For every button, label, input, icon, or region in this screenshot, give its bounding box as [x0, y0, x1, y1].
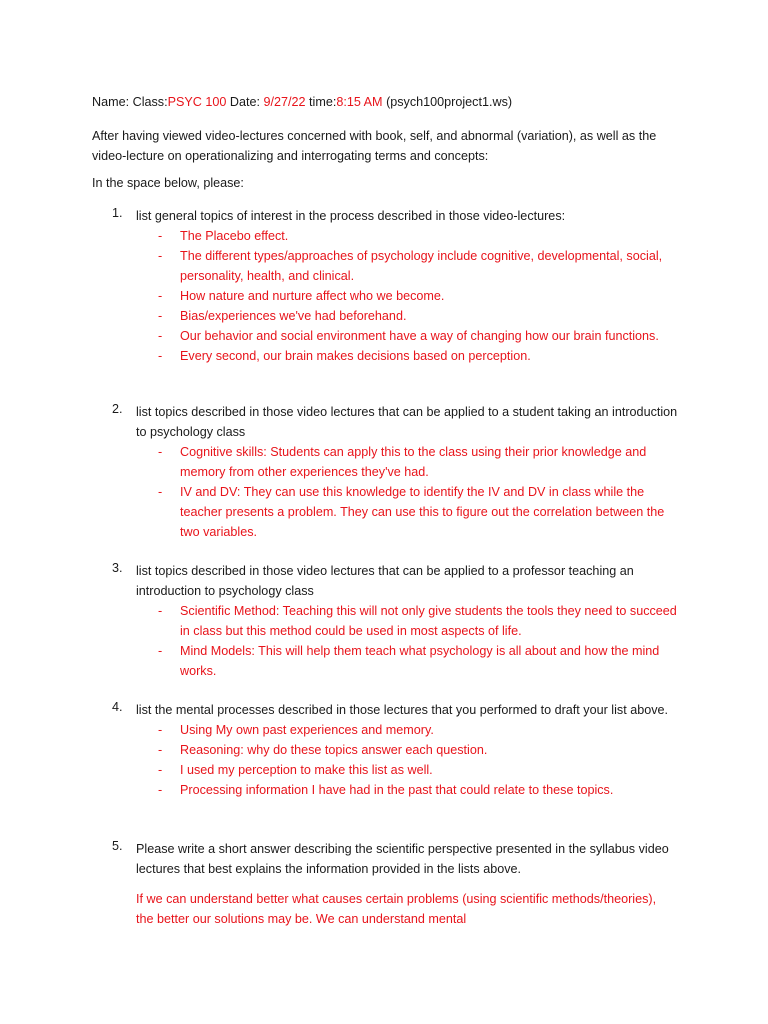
answer-item: - How nature and nurture affect who we become. [158, 289, 445, 303]
question-number: 2. [112, 402, 123, 416]
question-text: list topics described in those video lectures that can be applied to a student taking an introduction to psychology class [136, 405, 678, 439]
answer-item: - Cognitive skills: Students can apply this to the class using their prior knowledge and memory from other experiences they've had. [158, 445, 647, 479]
filename: (psych100project1.ws) [386, 95, 513, 109]
question-item [112, 561, 682, 681]
answer-item: - Bias/experiences we've had beforehand. [158, 309, 407, 323]
time-label: time: [309, 95, 337, 109]
header-line [92, 95, 512, 109]
short-answer-paragraph: If we can understand better what causes certain problems (using scientific methods/theories), the better our solutions may be. We can understand mental [136, 892, 657, 926]
answer-item: - IV and DV: They can use this knowledge to identify the IV and DV in class while the teacher presents a problem. They can use this to figure out the correlation between the two variables. [158, 485, 665, 539]
question-item [112, 839, 682, 879]
answer-list [136, 226, 682, 366]
question-text: list general topics of interest in the process described in those video-lectures: [136, 209, 566, 223]
question-text: list the mental processes described in those lectures that you performed to draft your list above. [136, 703, 669, 717]
answer-item: - The Placebo effect. [158, 229, 289, 243]
question-number: 3. [112, 561, 123, 575]
answer-item: - Using My own past experiences and memory. [158, 723, 434, 737]
answer-item: - Processing information I have had in the past that could relate to these topics. [158, 783, 614, 797]
answer-item: - The different types/approaches of psychology include cognitive, developmental, social, personality, health, and clinical. [158, 249, 663, 283]
date-value: 9/27/22 [263, 95, 306, 109]
answer-item: - Reasoning: why do these topics answer each question. [158, 743, 488, 757]
answer-list [136, 720, 682, 800]
question-number: 1. [112, 206, 123, 220]
answer-item: - Every second, our brain makes decisions based on perception. [158, 349, 531, 363]
answer-list [136, 601, 682, 681]
prompt-line: In the space below, please: [92, 176, 244, 190]
answer-list [136, 442, 682, 542]
answer-item: - Scientific Method: Teaching this will not only give students the tools they need to succeed in class but this method could be used in most aspects of life. [158, 604, 677, 638]
date-label: Date: [229, 95, 261, 109]
question-text: list topics described in those video lectures that can be applied to a professor teaching an introduction to psychology class [136, 564, 634, 598]
question-number: 4. [112, 700, 123, 714]
class-label: Class: [132, 95, 168, 109]
answer-item: - Our behavior and social environment have a way of changing how our brain functions. [158, 329, 659, 343]
intro-paragraph: After having viewed video-lectures concerned with book, self, and abnormal (variation), as well as the video-lecture on operationalizing and interrogating terms and concepts: [92, 129, 657, 163]
class-value: PSYC 100 [167, 95, 227, 109]
answer-item: - Mind Models: This will help them teach what psychology is all about and how the mind works. [158, 644, 660, 678]
question-number: 5. [112, 839, 123, 853]
question-item [112, 206, 682, 366]
question-item [112, 402, 682, 542]
question-text: Please write a short answer describing the scientific perspective presented in the syllabus video lectures that best explains the information provided in the lists above. [136, 842, 669, 876]
question-item [112, 700, 682, 800]
time-value: 8:15 AM [336, 95, 383, 109]
answer-item: - I used my perception to make this list as well. [158, 763, 433, 777]
name-label: Name: [92, 95, 130, 109]
